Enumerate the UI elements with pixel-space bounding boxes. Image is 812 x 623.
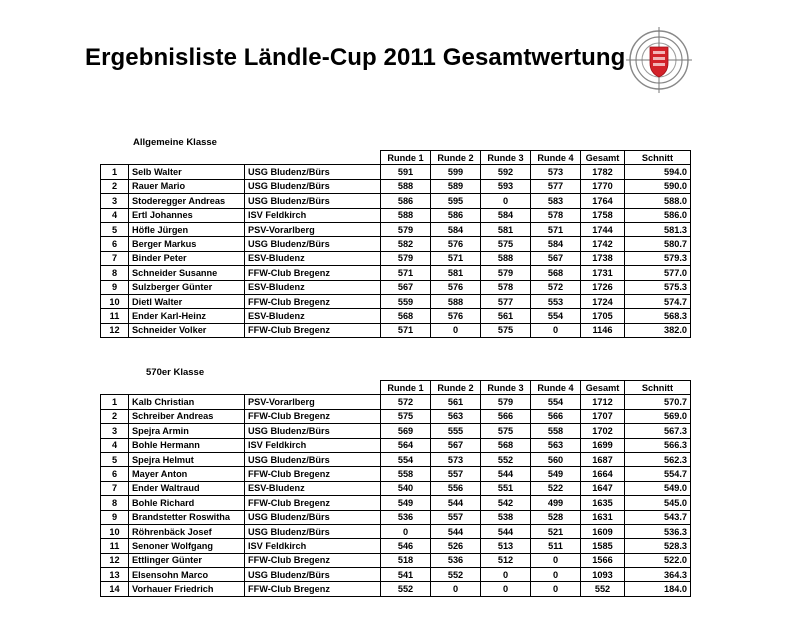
round-score-cell: 567 [531,251,581,265]
round-score-cell: 558 [381,467,431,481]
round-score-cell: 552 [481,452,531,466]
column-header: Schnitt [625,381,691,395]
total-cell: 1609 [581,524,625,538]
table-row [101,280,691,294]
table-row [101,438,691,452]
total-cell: 1585 [581,539,625,553]
round-score-cell: 559 [381,294,431,308]
table-row [101,524,691,538]
round-score-cell: 528 [531,510,581,524]
average-cell: 590.0 [625,179,691,193]
rank-cell: 8 [101,266,129,280]
round-score-cell: 581 [431,266,481,280]
name-cell: Vorhauer Friedrich [129,582,245,596]
rank-cell: 3 [101,424,129,438]
club-cell: FFW-Club Bregenz [245,582,381,596]
total-cell: 1731 [581,266,625,280]
table-row [101,294,691,308]
total-cell: 1770 [581,179,625,193]
round-score-cell: 572 [381,395,431,409]
round-score-cell: 544 [481,524,531,538]
results-table-570er [100,380,691,597]
round-score-cell: 588 [481,251,531,265]
rank-cell: 6 [101,237,129,251]
round-score-cell: 586 [381,194,431,208]
section-label-570er: 570er Klasse [146,367,205,378]
round-score-cell: 566 [531,409,581,423]
table-row [101,266,691,280]
table-row [101,424,691,438]
round-score-cell: 552 [431,568,481,582]
column-header: Runde 1 [381,151,431,165]
total-cell: 1566 [581,553,625,567]
total-cell: 1146 [581,323,625,337]
average-cell: 543.7 [625,510,691,524]
round-score-cell: 563 [531,438,581,452]
club-cell: USG Bludenz/Bürs [245,524,381,538]
rank-cell: 11 [101,309,129,323]
table-row [101,237,691,251]
name-cell: Brandstetter Roswitha [129,510,245,524]
table-header-row [101,151,691,165]
column-header: Runde 4 [531,381,581,395]
table-row [101,467,691,481]
table-header-row [101,381,691,395]
rank-cell: 12 [101,323,129,337]
table-row [101,179,691,193]
column-header: Gesamt [581,381,625,395]
rank-cell: 8 [101,496,129,510]
name-cell: Elsensohn Marco [129,568,245,582]
name-cell: Dietl Walter [129,294,245,308]
name-cell: Rauer Mario [129,179,245,193]
total-cell: 1093 [581,568,625,582]
club-cell: FFW-Club Bregenz [245,409,381,423]
column-header: Schnitt [625,151,691,165]
round-score-cell: 551 [481,481,531,495]
round-score-cell: 586 [431,208,481,222]
column-header: Runde 3 [481,381,531,395]
table-row [101,582,691,596]
round-score-cell: 579 [481,395,531,409]
total-cell: 1782 [581,165,625,179]
name-cell: Stoderegger Andreas [129,194,245,208]
name-cell: Schreiber Andreas [129,409,245,423]
round-score-cell: 583 [531,194,581,208]
round-score-cell: 575 [481,424,531,438]
average-cell: 581.3 [625,222,691,236]
rank-cell: 12 [101,553,129,567]
round-score-cell: 591 [381,165,431,179]
round-score-cell: 549 [381,496,431,510]
round-score-cell: 542 [481,496,531,510]
average-cell: 568.3 [625,309,691,323]
table-row [101,510,691,524]
round-score-cell: 552 [381,582,431,596]
average-cell: 536.3 [625,524,691,538]
name-cell: Ender Karl-Heinz [129,309,245,323]
average-cell: 570.7 [625,395,691,409]
rank-cell: 10 [101,294,129,308]
total-cell: 1664 [581,467,625,481]
average-cell: 579.3 [625,251,691,265]
name-cell: Spejra Armin [129,424,245,438]
round-score-cell: 573 [431,452,481,466]
club-cell: FFW-Club Bregenz [245,553,381,567]
round-score-cell: 588 [381,179,431,193]
round-score-cell: 568 [381,309,431,323]
rank-cell: 4 [101,438,129,452]
round-score-cell: 579 [381,251,431,265]
club-cell: FFW-Club Bregenz [245,496,381,510]
round-score-cell: 571 [531,222,581,236]
table-row [101,165,691,179]
club-cell: FFW-Club Bregenz [245,294,381,308]
club-cell: USG Bludenz/Bürs [245,237,381,251]
round-score-cell: 521 [531,524,581,538]
column-header: Runde 2 [431,151,481,165]
round-score-cell: 0 [531,568,581,582]
total-cell: 1647 [581,481,625,495]
round-score-cell: 579 [381,222,431,236]
round-score-cell: 544 [431,524,481,538]
rank-cell: 7 [101,251,129,265]
total-cell: 1702 [581,424,625,438]
club-cell: ESV-Bludenz [245,309,381,323]
round-score-cell: 599 [431,165,481,179]
club-cell: PSV-Vorarlberg [245,395,381,409]
average-cell: 364.3 [625,568,691,582]
name-cell: Sulzberger Günter [129,280,245,294]
total-cell: 552 [581,582,625,596]
round-score-cell: 554 [531,309,581,323]
total-cell: 1635 [581,496,625,510]
round-score-cell: 564 [381,438,431,452]
total-cell: 1726 [581,280,625,294]
table-row [101,208,691,222]
total-cell: 1744 [581,222,625,236]
section-label-allgemeine: Allgemeine Klasse [133,137,217,148]
average-cell: 575.3 [625,280,691,294]
table-row [101,481,691,495]
round-score-cell: 589 [431,179,481,193]
club-cell: ESV-Bludenz [245,481,381,495]
average-cell: 562.3 [625,452,691,466]
rank-cell: 4 [101,208,129,222]
name-cell: Bohle Hermann [129,438,245,452]
club-cell: USG Bludenz/Bürs [245,194,381,208]
average-cell: 528.3 [625,539,691,553]
round-score-cell: 573 [531,165,581,179]
rank-cell: 2 [101,179,129,193]
table-row [101,222,691,236]
club-cell: FFW-Club Bregenz [245,266,381,280]
round-score-cell: 593 [481,179,531,193]
club-cell: USG Bludenz/Bürs [245,510,381,524]
club-cell: ESV-Bludenz [245,251,381,265]
rank-cell: 7 [101,481,129,495]
name-cell: Schneider Susanne [129,266,245,280]
average-cell: 567.3 [625,424,691,438]
round-score-cell: 567 [431,438,481,452]
total-cell: 1631 [581,510,625,524]
club-cell: ISV Feldkirch [245,438,381,452]
round-score-cell: 0 [531,553,581,567]
name-cell: Binder Peter [129,251,245,265]
round-score-cell: 536 [381,510,431,524]
round-score-cell: 0 [381,524,431,538]
total-cell: 1712 [581,395,625,409]
round-score-cell: 549 [531,467,581,481]
round-score-cell: 582 [381,237,431,251]
round-score-cell: 575 [481,237,531,251]
round-score-cell: 592 [481,165,531,179]
average-cell: 577.0 [625,266,691,280]
table-row [101,323,691,337]
average-cell: 569.0 [625,409,691,423]
round-score-cell: 576 [431,280,481,294]
results-table-allgemeine [100,150,691,338]
round-score-cell: 568 [531,266,581,280]
round-score-cell: 553 [531,294,581,308]
name-cell: Berger Markus [129,237,245,251]
rank-cell: 6 [101,467,129,481]
average-cell: 554.7 [625,467,691,481]
average-cell: 549.0 [625,481,691,495]
rank-cell: 9 [101,280,129,294]
round-score-cell: 568 [481,438,531,452]
round-score-cell: 558 [531,424,581,438]
round-score-cell: 557 [431,467,481,481]
average-cell: 580.7 [625,237,691,251]
table-row [101,309,691,323]
round-score-cell: 0 [481,194,531,208]
round-score-cell: 518 [381,553,431,567]
round-score-cell: 588 [381,208,431,222]
average-cell: 522.0 [625,553,691,567]
table-row [101,568,691,582]
club-cell: FFW-Club Bregenz [245,323,381,337]
round-score-cell: 571 [381,323,431,337]
name-cell: Selb Walter [129,165,245,179]
name-cell: Spejra Helmut [129,452,245,466]
round-score-cell: 546 [381,539,431,553]
round-score-cell: 0 [481,582,531,596]
rank-cell: 1 [101,395,129,409]
round-score-cell: 571 [381,266,431,280]
rank-cell: 13 [101,568,129,582]
name-cell: Bohle Richard [129,496,245,510]
average-cell: 588.0 [625,194,691,208]
round-score-cell: 0 [431,323,481,337]
table-row [101,409,691,423]
rank-cell: 14 [101,582,129,596]
round-score-cell: 0 [481,568,531,582]
round-score-cell: 540 [381,481,431,495]
round-score-cell: 544 [431,496,481,510]
average-cell: 594.0 [625,165,691,179]
club-cell: FFW-Club Bregenz [245,467,381,481]
round-score-cell: 577 [531,179,581,193]
average-cell: 545.0 [625,496,691,510]
round-score-cell: 584 [531,237,581,251]
average-cell: 382.0 [625,323,691,337]
club-cell: ESV-Bludenz [245,280,381,294]
average-cell: 574.7 [625,294,691,308]
name-cell: Senoner Wolfgang [129,539,245,553]
round-score-cell: 584 [431,222,481,236]
round-score-cell: 567 [381,280,431,294]
name-cell: Höfle Jürgen [129,222,245,236]
column-header: Runde 4 [531,151,581,165]
round-score-cell: 588 [431,294,481,308]
round-score-cell: 578 [481,280,531,294]
round-score-cell: 0 [431,582,481,596]
column-header: Runde 2 [431,381,481,395]
round-score-cell: 538 [481,510,531,524]
round-score-cell: 577 [481,294,531,308]
total-cell: 1724 [581,294,625,308]
round-score-cell: 512 [481,553,531,567]
name-cell: Ettlinger Günter [129,553,245,567]
club-cell: PSV-Vorarlberg [245,222,381,236]
round-score-cell: 560 [531,452,581,466]
round-score-cell: 554 [381,452,431,466]
round-score-cell: 561 [431,395,481,409]
total-cell: 1738 [581,251,625,265]
round-score-cell: 584 [481,208,531,222]
total-cell: 1764 [581,194,625,208]
round-score-cell: 544 [481,467,531,481]
rank-cell: 10 [101,524,129,538]
round-score-cell: 581 [481,222,531,236]
total-cell: 1742 [581,237,625,251]
total-cell: 1699 [581,438,625,452]
table-row [101,452,691,466]
name-cell: Schneider Volker [129,323,245,337]
rank-cell: 2 [101,409,129,423]
round-score-cell: 561 [481,309,531,323]
name-cell: Ender Waltraud [129,481,245,495]
name-cell: Mayer Anton [129,467,245,481]
page-title: Ergebnisliste Ländle-Cup 2011 Gesamtwertung [85,44,626,71]
club-cell: USG Bludenz/Bürs [245,568,381,582]
round-score-cell: 0 [531,582,581,596]
club-cell: ISV Feldkirch [245,539,381,553]
round-score-cell: 511 [531,539,581,553]
table-row [101,194,691,208]
round-score-cell: 536 [431,553,481,567]
table-row [101,539,691,553]
table-row [101,251,691,265]
column-header: Runde 1 [381,381,431,395]
round-score-cell: 571 [431,251,481,265]
round-score-cell: 563 [431,409,481,423]
round-score-cell: 499 [531,496,581,510]
round-score-cell: 576 [431,309,481,323]
round-score-cell: 579 [481,266,531,280]
round-score-cell: 566 [481,409,531,423]
round-score-cell: 555 [431,424,481,438]
rank-cell: 1 [101,165,129,179]
name-cell: Kalb Christian [129,395,245,409]
club-cell: USG Bludenz/Bürs [245,179,381,193]
club-cell: USG Bludenz/Bürs [245,165,381,179]
rank-cell: 11 [101,539,129,553]
rank-cell: 5 [101,222,129,236]
round-score-cell: 572 [531,280,581,294]
round-score-cell: 578 [531,208,581,222]
round-score-cell: 557 [431,510,481,524]
round-score-cell: 575 [481,323,531,337]
total-cell: 1758 [581,208,625,222]
club-cell: ISV Feldkirch [245,208,381,222]
club-cell: USG Bludenz/Bürs [245,424,381,438]
round-score-cell: 513 [481,539,531,553]
target-crest-logo [626,27,692,93]
round-score-cell: 556 [431,481,481,495]
name-cell: Röhrenbäck Josef [129,524,245,538]
rank-cell: 5 [101,452,129,466]
round-score-cell: 575 [381,409,431,423]
rank-cell: 3 [101,194,129,208]
column-header: Runde 3 [481,151,531,165]
column-header: Gesamt [581,151,625,165]
table-row [101,553,691,567]
average-cell: 184.0 [625,582,691,596]
table-row [101,496,691,510]
round-score-cell: 576 [431,237,481,251]
round-score-cell: 0 [531,323,581,337]
round-score-cell: 569 [381,424,431,438]
total-cell: 1705 [581,309,625,323]
round-score-cell: 554 [531,395,581,409]
round-score-cell: 541 [381,568,431,582]
total-cell: 1707 [581,409,625,423]
rank-cell: 9 [101,510,129,524]
round-score-cell: 595 [431,194,481,208]
average-cell: 566.3 [625,438,691,452]
club-cell: USG Bludenz/Bürs [245,452,381,466]
round-score-cell: 522 [531,481,581,495]
round-score-cell: 526 [431,539,481,553]
name-cell: Ertl Johannes [129,208,245,222]
table-row [101,395,691,409]
total-cell: 1687 [581,452,625,466]
average-cell: 586.0 [625,208,691,222]
